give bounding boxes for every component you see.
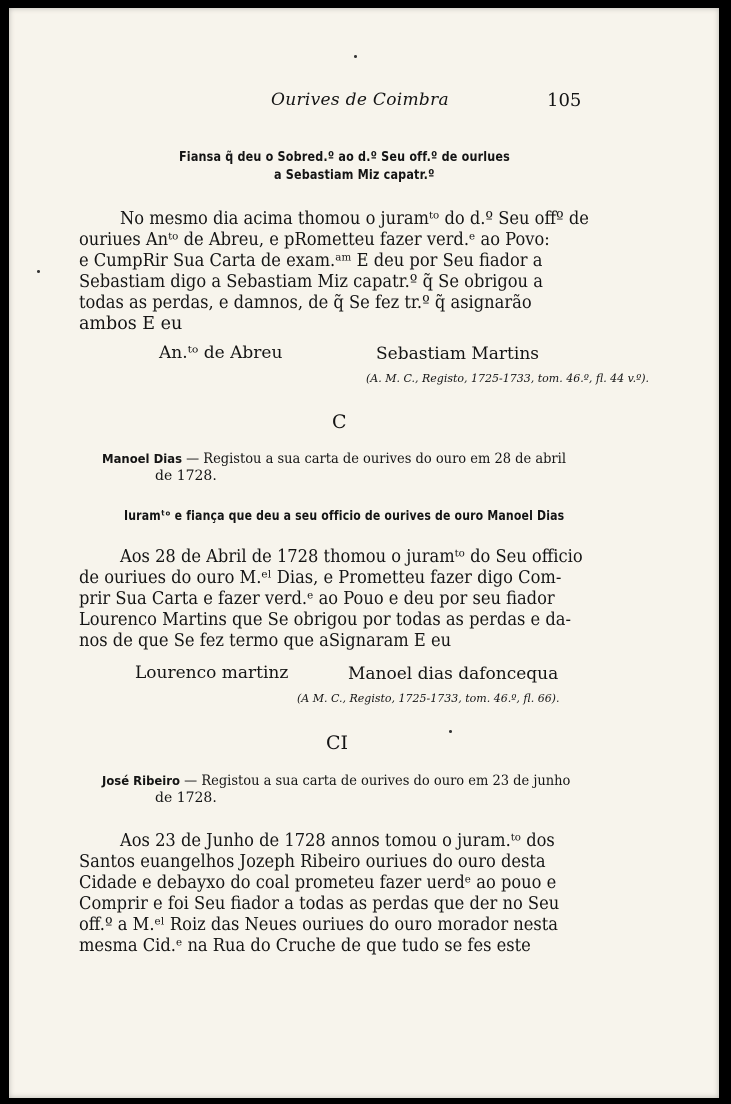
entry-text: — Registou a sua carta de ourives do ouro em 28 de abril [181,451,566,467]
signature-right: Sebastiam Martins [376,344,539,364]
entry-text-continued: de 1728. [155,790,217,806]
body-line: Comprir e foi Seu fiador a todas as perdas que der no Seu [79,894,560,914]
signature-left: Lourenco martinz [135,663,289,683]
register-entry [102,773,570,789]
document-heading: Iuramᵗᵒ e fiança que deu a seu officio de ourives de ouro Manoel Dias [124,509,565,524]
body-line: Aos 28 de Abril de 1728 thomou o juramᵗᵒ do Seu officio [120,547,583,567]
body-line: off.º a M.ᵉˡ Roiz das Neues ouriues do ouro morador nesta [79,915,559,935]
scan-speck [37,270,40,273]
source-citation: (A. M. C., Registo, 1725-1733, tom. 46.º, fl. 44 v.º). [366,372,650,385]
page-number: 105 [547,90,582,111]
body-line: Aos 23 de Junho de 1728 annos tomou o juram.ᵗᵒ dos [120,831,555,851]
body-line: todas as perdas, e damnos, de q̃ Se fez tr.º q̃ asignarão [79,293,532,313]
body-line: mesma Cid.ᵉ na Rua do Cruche de que tudo se fes este [79,936,531,956]
section-numeral: C [332,411,347,433]
entry-name: Manoel Dias [102,451,182,466]
body-line: de ouriues do ouro M.ᵉˡ Dias, e Prometteu fazer digo Com- [79,568,562,588]
source-citation: (A M. C., Registo, 1725-1733, tom. 46.º, fl. 66). [297,692,560,705]
entry-text-continued: de 1728. [155,468,217,484]
body-line: nos de que Se fez termo que aSignaram E eu [79,631,452,651]
body-line: Cidade e debayxo do coal prometeu fazer uerdᵉ ao pouo e [79,873,557,893]
body-line: Santos euangelhos Jozeph Ribeiro ouriues do ouro desta [79,852,546,872]
body-line: ambos E eu [79,314,183,334]
body-line: Lourenco Martins que Se obrigou por todas as perdas e da- [79,610,571,630]
section-numeral: CI [326,732,349,754]
body-line: prir Sua Carta e fazer verd.ᵉ ao Pouo e deu por seu fiador [79,589,555,609]
body-line: Sebastiam digo a Sebastiam Miz capatr.º q̃ Se obrigou a [79,272,543,292]
book-page [9,8,719,1098]
body-line: No mesmo dia acima thomou o juramᵗᵒ do d.º Seu offº de [120,209,589,229]
scan-speck [354,55,357,58]
signature-right: Manoel dias dafoncequa [348,664,559,684]
running-title: Ourives de Coimbra [271,90,449,110]
signature-left: An.ᵗᵒ de Abreu [159,343,283,363]
document-heading-line-1: Fiansa q̃ deu o Sobred.º ao d.º Seu off.º de ourlues [179,150,510,165]
register-entry [102,451,566,467]
document-heading-line-2: a Sebastiam Miz capatr.º [274,168,435,183]
scan-speck [449,730,452,733]
entry-text: — Registou a sua carta de ourives do ouro em 23 de junho [180,773,571,789]
entry-name: José Ribeiro [102,773,181,788]
body-line: e CumpRir Sua Carta de exam.ᵃᵐ E deu por Seu fiador a [79,251,543,271]
body-line: ouriues Anᵗᵒ de Abreu, e pRometteu fazer verd.ᵉ ao Povo: [79,230,550,250]
